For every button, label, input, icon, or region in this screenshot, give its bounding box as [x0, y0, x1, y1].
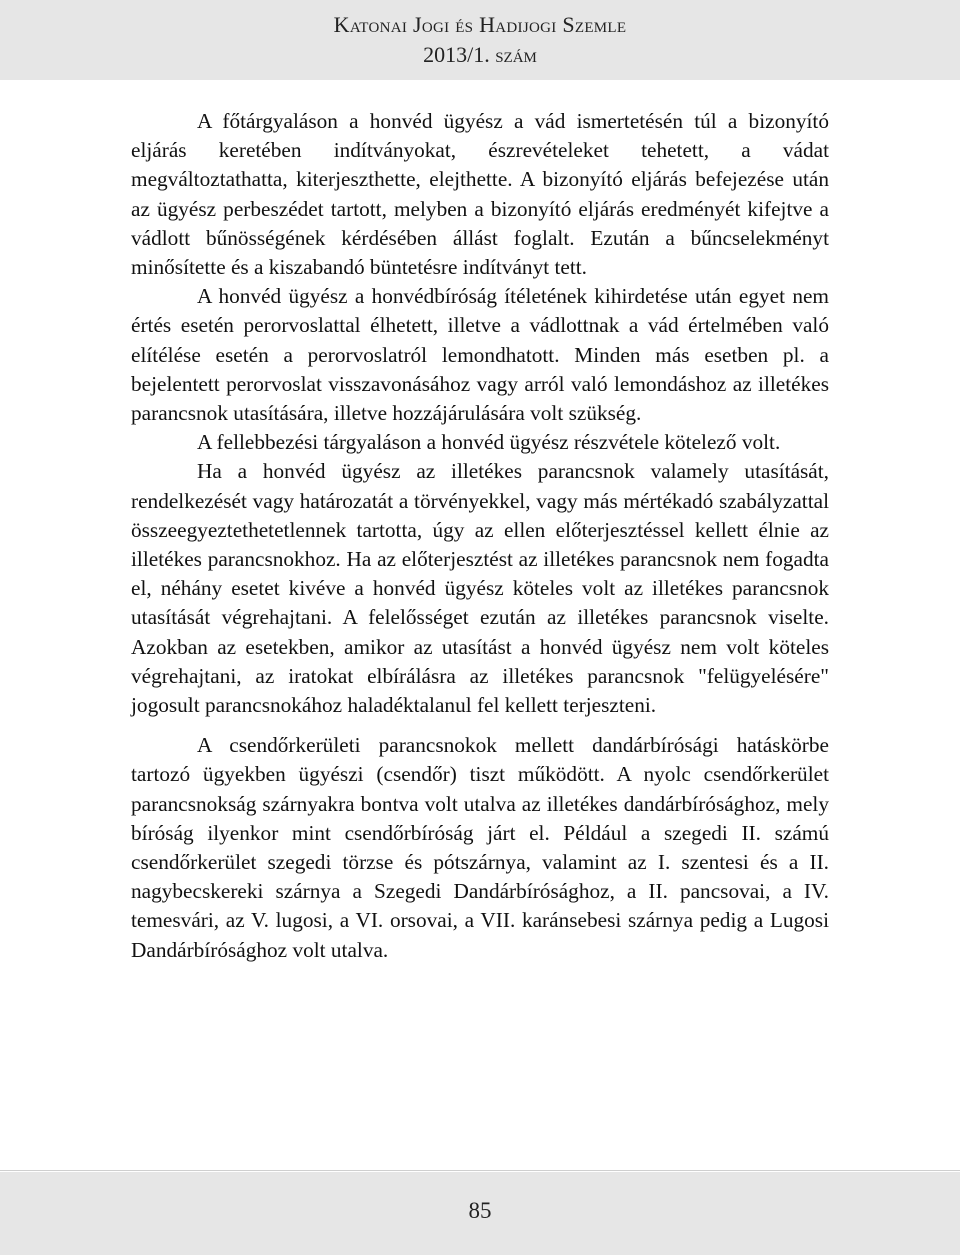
page-number: 85	[468, 1198, 492, 1223]
article-body	[131, 107, 829, 965]
paragraph: A fellebbezési tárgyaláson a honvéd ügyész részvétele kötelező volt.	[197, 430, 781, 455]
paragraph: A honvéd ügyész a honvédbíróság ítéletének kihirdetése után egyet nem értés esetén perorvoslattal élhetett, illetve a vádlottnak a vád értelmében való elítélése esetén a perorvoslatról lemondhatott. Minden más esetben pl. a bejelentett perorvoslat visszavonásához vagy arról való lemondáshoz az illetékes parancsnok utasítására, illetve hozzájárulására volt szükség.	[131, 284, 829, 426]
paragraph: A főtárgyaláson a honvéd ügyész a vád ismertetésén túl a bizonyító eljárás keretében indítványokat, észrevételeket tehetett, a vádat megváltoztathatta, kiterjeszthette, elejthette. A bizonyító eljárás befejezése után az ügyész perbeszédet tartott, melyben a bizonyító eljárás eredményét kifejtve a vádlott bűnösségének kérdésében állást foglalt. Ezután a bűncselekményt minősítette és a kiszabandó büntetésre indítványt tett.	[131, 109, 829, 280]
journal-title: Katonai Jogi és Hadijogi Szemle	[333, 12, 627, 37]
page-header	[0, 0, 960, 80]
footer-divider	[0, 1170, 960, 1171]
issue-number: 2013/1. szám	[423, 42, 537, 67]
paragraph: A csendőrkerületi parancsnokok mellett dandárbírósági hatáskörbe tartozó ügyekben ügyészi (csendőr) tiszt működött. A nyolc csendőrkerület parancsnokság szárnyakra bontva volt utalva az illetékes dandárbírósághoz, mely bíróság ilyenkor mint csendőrbíróság járt el. Például a szegedi II. számú csendőrkerület szegedi törzse és pótszárnya, valamint az I. szentesi és a II. nagybecskereki szárnya a Szegedi Dandárbírósághoz, a II. pancsovai, a IV. temesvári, az V. lugosi, a VI. orsovai, a VII. karánsebesi szárnya pedig a Lugosi Dandárbírósághoz volt utalva.	[131, 733, 829, 962]
paragraph: Ha a honvéd ügyész az illetékes parancsnok valamely utasítását, rendelkezését vagy határozatát a törvényekkel, vagy más mértékadó szabályzattal összeegyeztethetetlennek tartotta, úgy az ellen előterjesztéssel kellett élnie az illetékes parancsnokhoz. Ha az előterjesztést az illetékes parancsnok nem fogadta el, néhány esetet kivéve a honvéd ügyész köteles volt az illetékes parancsnok utasítását végrehajtani. A felelősséget ezután az illetékes parancsnok viselte. Azokban az esetekben, amikor az utasítást a honvéd ügyész nem volt köteles végrehajtani, az iratokat elbírálásra az illetékes parancsnok "felügyelésére" jogosult parancsnokához haladéktalanul fel kellett terjeszteni.	[131, 459, 829, 718]
